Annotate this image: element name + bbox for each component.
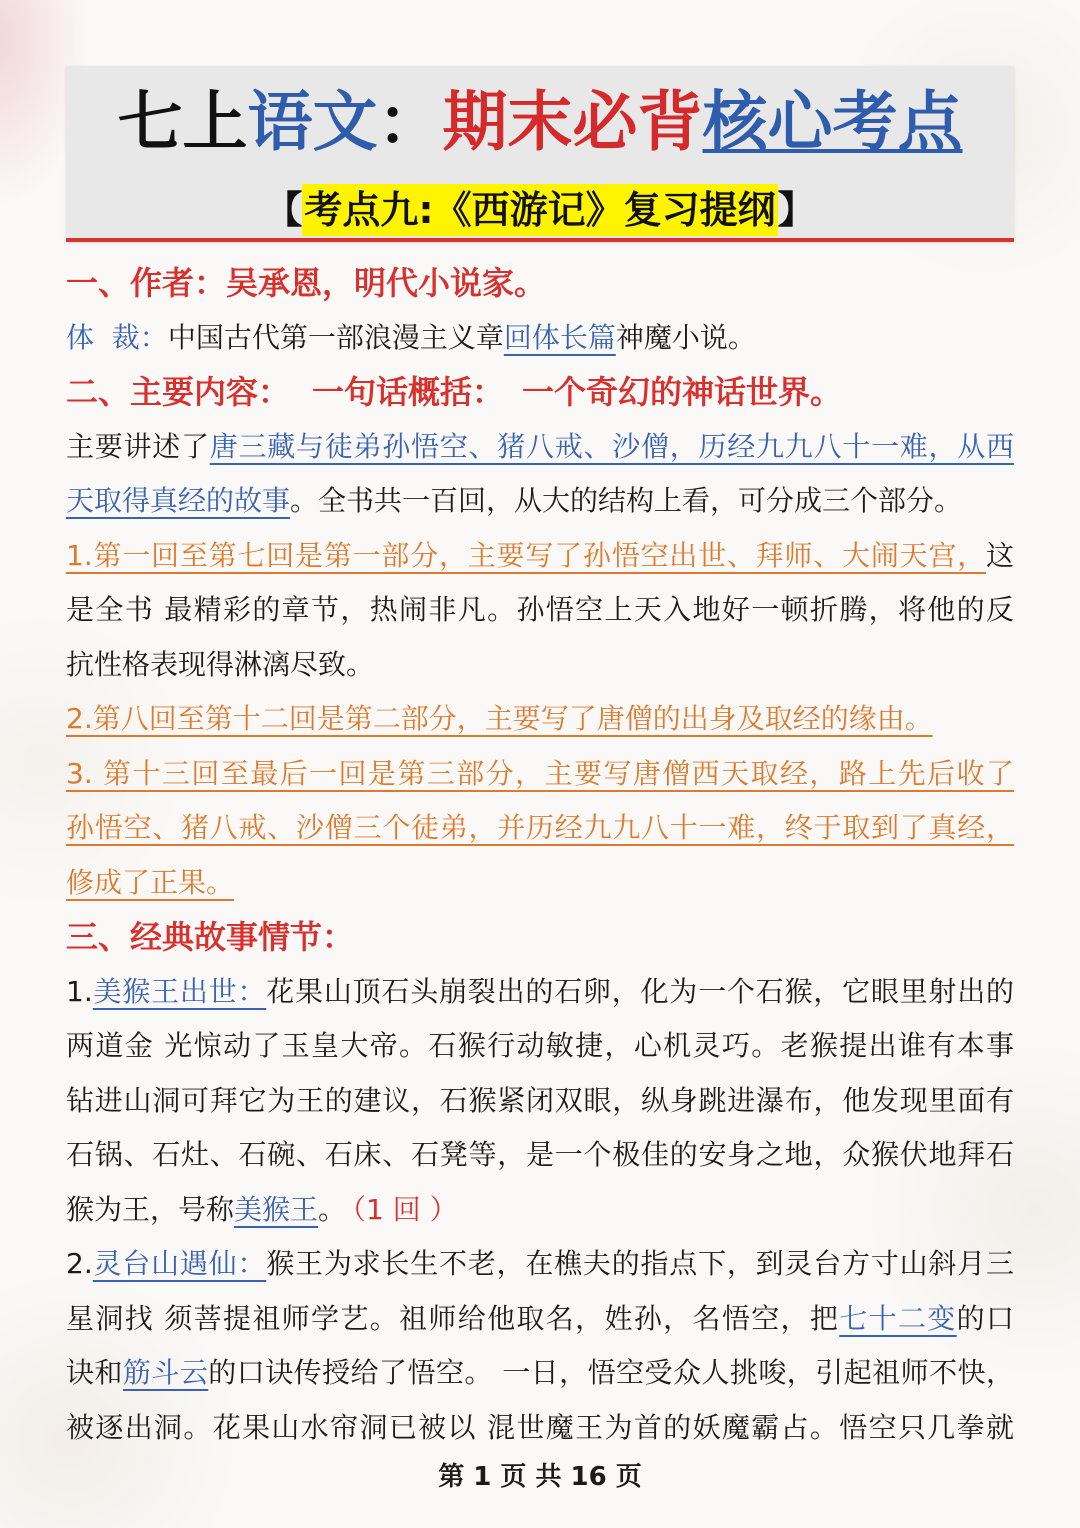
story-1-text: 猴为王，号称 <box>66 1192 235 1226</box>
part-1-text: 是全书 最精彩的章节，热闹非凡。孙悟空上天入地好一顿折腾，将他的反 <box>66 593 1014 626</box>
part-3-underlined: 3. 第十三回至最后一回是第三部分，主要写唐僧西天取经，路上先后收了 <box>66 756 1014 790</box>
story-2-text: 星洞找 须菩提祖师学艺。祖师给他取名，姓孙，名悟空，把 <box>66 1301 840 1335</box>
document-body <box>66 256 1014 1455</box>
overview-text: 。全书共一百回，从大的结构上看，可分成三个部分。 <box>290 484 963 517</box>
subtitle-highlight: 考点九:《西游记》复习提纲 <box>302 184 777 236</box>
part-2-line <box>66 692 1014 747</box>
story-1-line <box>66 1019 1014 1074</box>
part-2-underlined: 2.第八回至第十二回是第二部分，主要写了唐僧的出身及取经的缘由。 <box>66 702 933 735</box>
genre-line <box>66 311 1014 366</box>
genre-label: 体 裁： <box>66 320 168 354</box>
story-2-text: 猴王为求长生不老，在樵夫的指点下，到灵台方寸山斜月三 <box>266 1247 1014 1280</box>
subtitle-close-bracket: 】 <box>777 188 816 232</box>
overview-line <box>66 474 1014 529</box>
content-heading-label: 二、主要内容： <box>66 373 291 411</box>
story-2-line <box>66 1346 1014 1401</box>
story-2-number: 2. <box>66 1247 93 1280</box>
page-title <box>66 85 1014 160</box>
story-2-line <box>66 1401 1014 1456</box>
title-must-memorize: 期末必背 <box>442 85 703 160</box>
story-1-text: 钻进山洞可拜它为王的建议，石猴紧闭双眼，纵身跳进瀑布，他发现里面有 <box>66 1083 1014 1117</box>
story-2-text: 的口诀传授给了悟空。 一日，悟空受众人挑唆，引起祖师不快， <box>208 1356 1014 1389</box>
part-1-line <box>66 638 1014 693</box>
title-subject: 语文 <box>247 85 378 160</box>
summary-label: 一句话概括： <box>312 373 505 411</box>
page-number: 第 1 页 共 16 页 <box>438 1462 642 1492</box>
story-2-keyword: 筋斗云 <box>122 1356 209 1389</box>
part-1-underlined: 1.第一回至第七回是第一部分，主要写了孙悟空出世、拜师、大闹天宫， <box>66 538 986 572</box>
story-1-text: 。 <box>318 1192 347 1226</box>
title-key-points: 核心考点 <box>702 85 963 160</box>
page-subtitle <box>66 184 1014 236</box>
part-1-line <box>66 529 1014 584</box>
story-1-text: 石锅、石灶、石碗、石床、石凳等，是一个极佳的安身之地，众猴伏地拜石 <box>66 1138 1014 1171</box>
title-colon: ： <box>377 85 443 160</box>
part-3-line <box>66 747 1014 802</box>
story-2-text: 被逐出洞。花果山水帘洞已被以 混世魔王为首的妖魔霸占。悟空只几拳就 <box>66 1410 1014 1444</box>
part-3-line <box>66 801 1014 856</box>
story-2-keyword: 七十二变 <box>839 1301 957 1335</box>
part-1-text: 这 <box>985 538 1014 572</box>
story-1-keyword: 美猴王 <box>234 1192 319 1226</box>
part-3-underlined: 修成了正果。 <box>66 865 235 899</box>
overview-line <box>66 420 1014 475</box>
genre-underlined: 回体长篇 <box>503 320 616 354</box>
author-heading: 一、作者：吴承恩，明代小说家。 <box>66 264 547 302</box>
overview-underlined: 唐三藏与徒弟孙悟空、猪八戒、沙僧，历经九九八十一难，从西 <box>209 429 1014 463</box>
part-3-underlined: 孙悟空、猪八戒、沙僧三个徒弟，并历经九九八十一难，终于取到了真经， <box>66 811 1014 844</box>
story-1-title: 美猴王出世： <box>92 974 267 1008</box>
story-1-number: 1. <box>66 974 93 1008</box>
content-heading <box>66 365 1014 420</box>
story-1-text: 花果山顶石头崩裂出的石卵，化为一个石猴，它眼里射出的 <box>266 974 1014 1008</box>
story-2-text: 诀和 <box>66 1356 123 1389</box>
title-grade: 七上 <box>117 85 248 160</box>
story-1-line <box>66 965 1014 1020</box>
story-1-text: 两道金 光惊动了玉皇大帝。石猴行动敏捷，心机灵巧。老猴提出谁有本事 <box>66 1029 1014 1062</box>
story-1-line <box>66 1183 1014 1238</box>
header-banner <box>66 66 1014 242</box>
summary-text: 一个奇幻的神话世界。 <box>522 373 843 411</box>
part-1-line <box>66 583 1014 638</box>
stories-heading: 三、经典故事情节： <box>66 918 355 956</box>
story-1-chapter-ref: （1 回 ） <box>352 1192 458 1226</box>
story-1-line <box>66 1128 1014 1183</box>
story-1-line <box>66 1074 1014 1129</box>
story-2-title: 灵台山遇仙： <box>92 1247 267 1280</box>
story-2-line <box>66 1292 1014 1347</box>
story-2-text: 的口 <box>956 1301 1014 1335</box>
genre-text-end: 神魔小说。 <box>615 320 756 354</box>
story-2-line <box>66 1237 1014 1292</box>
subtitle-open-bracket: 【 <box>264 188 303 232</box>
overview-text: 主要讲述了 <box>66 429 210 463</box>
genre-text: 中国古代第一部浪漫主义章 <box>167 320 504 354</box>
part-1-text: 抗性格表现得淋漓尽致。 <box>66 647 375 681</box>
overview-underlined: 天取得真经的故事 <box>66 484 291 517</box>
part-3-line <box>66 856 1014 911</box>
